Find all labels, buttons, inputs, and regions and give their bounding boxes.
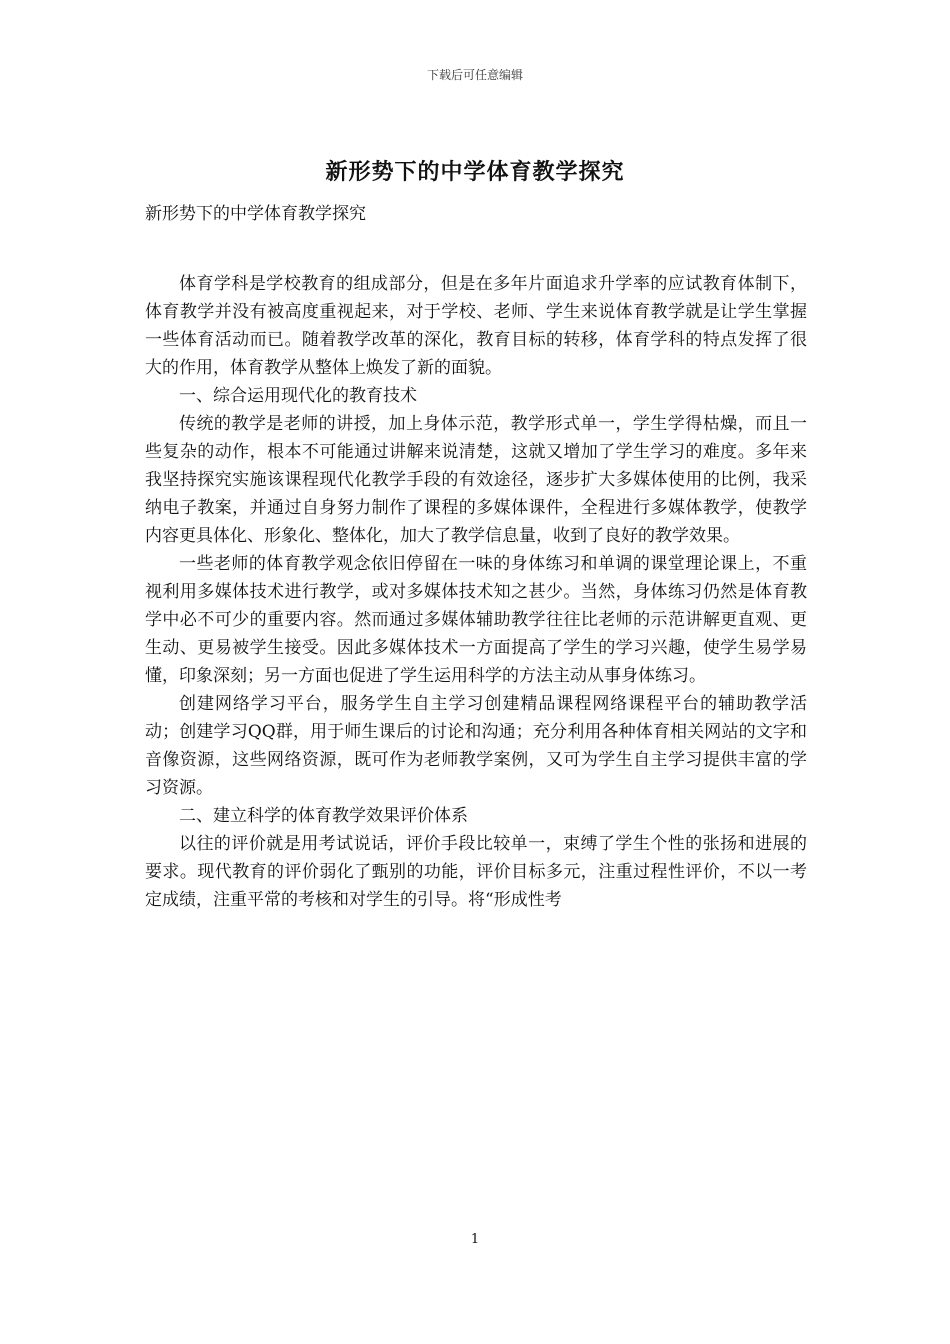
- section-heading-1: 一、综合运用现代化的教育技术: [179, 386, 417, 406]
- body-paragraph: 创建网络学习平台，服务学生自主学习创建精品课程网络课程平台的辅助教学活动；创建学习QQ群，用于师生课后的讨论和沟通；充分利用各种体育相关网站的文字和音像资源，这些网络资源，既可作为老师教学案例，又可为学生自主学习提供丰富的学习资源。: [145, 694, 807, 798]
- section-heading-2: 二、建立科学的体育教学效果评价体系: [179, 806, 468, 826]
- intro-paragraph: 体育学科是学校教育的组成部分，但是在多年片面追求升学率的应试教育体制下，体育教学并没有被高度重视起来，对于学校、老师、学生来说体育教学就是让学生掌握一些体育活动而已。随着教学改革的深化，教育目标的转移，体育学科的特点发挥了很大的作用，体育教学从整体上焕发了新的面貌。: [145, 274, 807, 378]
- page-number: 1: [470, 1232, 480, 1247]
- document-title: 新形势下的中学体育教学探究: [325, 159, 625, 185]
- page-header-note: 下载后可任意编辑: [426, 68, 523, 82]
- body-paragraph: 以往的评价就是用考试说话，评价手段比较单一，束缚了学生个性的张扬和进展的要求。现代教育的评价弱化了甄别的功能，评价目标多元，注重过程性评价，不以一考定成绩，注重平常的考核和对学生的引导。将“形成性考: [145, 834, 807, 910]
- document-body: [145, 270, 807, 914]
- body-paragraph: 一些老师的体育教学观念依旧停留在一味的身体练习和单调的课堂理论课上，不重视利用多媒体技术进行教学，或对多媒体技术知之甚少。当然，身体练习仍然是体育教学中必不可少的重要内容。然而通过多媒体辅助教学往往比老师的示范讲解更直观、更生动、更易被学生接受。因此多媒体技术一方面提高了学生的学习兴趣，使学生易学易懂，印象深刻；另一方面也促进了学生运用科学的方法主动从事身体练习。: [145, 554, 807, 686]
- document-subtitle: 新形势下的中学体育教学探究: [145, 204, 366, 224]
- body-paragraph: 传统的教学是老师的讲授，加上身体示范，教学形式单一，学生学得枯燥，而且一些复杂的动作，根本不可能通过讲解来说清楚，这就又增加了学生学习的难度。多年来我坚持探究实施该课程现代化教学手段的有效途径，逐步扩大多媒体使用的比例，我采纳电子教案，并通过自身努力制作了课程的多媒体课件，全程进行多媒体教学，使教学内容更具体化、形象化、整体化，加大了教学信息量，收到了良好的教学效果。: [145, 414, 807, 546]
